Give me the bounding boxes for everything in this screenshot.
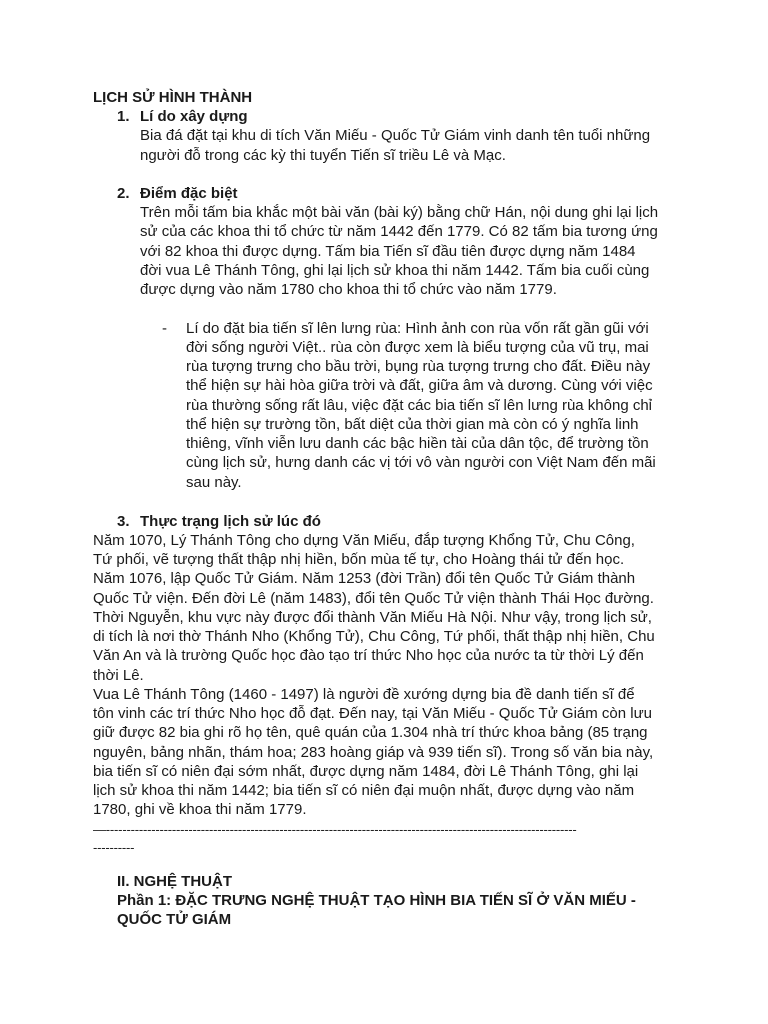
- bullet-text-line: thể hiện sự trường tồn, bất diệt của thời gian mà còn có ý nghĩa linh: [186, 416, 639, 433]
- section-3-text-line: Tứ phối, vẽ tượng thất thập nhị hiền, bốn mùa tế tự, cho Hoàng thái tử đến học.: [93, 551, 625, 568]
- section-3-text-line: Năm 1076, lập Quốc Tử Giám. Năm 1253 (đời Trần) đổi tên Quốc Tử Giám thành: [93, 570, 636, 587]
- bullet-text-line: cùng lịch sử, hưng danh các vị tới vô vàn người con Việt Nam đến mãi: [186, 454, 656, 471]
- document-heading: LỊCH SỬ HÌNH THÀNH: [93, 89, 253, 106]
- section-3-text-line: Vua Lê Thánh Tông (1460 - 1497) là người đề xướng dựng bia đề danh tiến sĩ để: [93, 686, 635, 703]
- bullet-text-line: Lí do đặt bia tiến sĩ lên lưng rùa: Hình ảnh con rùa vốn rất gần gũi với: [186, 320, 649, 337]
- section-1-text-line: Bia đá đặt tại khu di tích Văn Miếu - Quốc Tử Giám vinh danh tên tuổi những: [140, 127, 651, 144]
- bullet-text-line: sau này.: [186, 474, 242, 491]
- section-3-text-line: lịch sử khoa thi năm 1442; bia tiến sĩ có niên đại muộn nhất, được dựng vào năm: [93, 782, 635, 799]
- section-3-text-line: giữ được 82 bia ghi rõ họ tên, quê quán của 1.304 nhà trí thức khoa bảng (85 trạng: [93, 724, 648, 741]
- section-3-number: 3.: [117, 513, 130, 530]
- part-2-heading: II. NGHỆ THUẬT: [117, 873, 232, 890]
- bullet-text-line: thiêng, vĩnh viễn lưu danh các bậc hiền tài của dân tộc, để trường tồn: [186, 435, 649, 452]
- section-2-text-line: với 82 khoa thi được dựng. Tấm bia Tiến sĩ đầu tiên được dựng năm 1484: [140, 243, 636, 260]
- part-2-subheading: QUỐC TỬ GIÁM: [117, 911, 232, 928]
- section-3-text-line: thời Lê.: [93, 667, 144, 684]
- bullet-text-line: thể hiện sự hài hòa giữa trời và đất, giữa âm và dương. Cùng với việc: [186, 377, 653, 394]
- section-3-text-line: tôn vinh các trí thức Nho học đỗ đạt. Đến nay, tại Văn Miếu - Quốc Tử Giám còn lưu: [93, 705, 652, 722]
- section-1-title: Lí do xây dựng: [140, 108, 248, 125]
- section-3-text-line: Quốc Tử viện. Đến đời Lê (năm 1483), đổi tên Quốc Tử viện thành Thái Học đường.: [93, 590, 654, 607]
- section-2-text-line: được dựng vào năm 1780 cho khoa thi tổ chức vào năm 1779.: [140, 281, 557, 298]
- section-3-text-line: nguyên, bảng nhãn, thám hoa; 283 hoàng giáp và 939 tiến sĩ). Trong số văn bia này,: [93, 744, 654, 761]
- divider-line: ----------: [93, 840, 135, 855]
- bullet-marker: -: [162, 320, 167, 337]
- section-3-text-line: di tích là nơi thờ Thánh Nho (Khổng Tử), Chu Công, Tứ phối, thất thập nhị hiền, Chu: [93, 628, 655, 645]
- section-3-text-line: bia tiến sĩ có niên đại sớm nhất, được dựng năm 1484, đời Lê Thánh Tông, ghi lại: [93, 763, 639, 780]
- section-3-text-line: Văn An và là trường Quốc học đào tạo trí thức Nho học của nước ta từ thời Lý đến: [93, 647, 644, 664]
- section-3-text-line: Năm 1070, Lý Thánh Tông cho dựng Văn Miếu, đắp tượng Khổng Tử, Chu Công,: [93, 532, 635, 549]
- section-2-text-line: Trên mỗi tấm bia khắc một bài văn (bài ký) bằng chữ Hán, nội dung ghi lại lịch: [140, 204, 659, 221]
- section-1-number: 1.: [117, 108, 130, 125]
- bullet-text-line: đời sống người Việt.. rùa còn được xem là biểu tượng của vũ trụ, mai: [186, 339, 649, 356]
- section-3-title: Thực trạng lịch sử lúc đó: [140, 513, 321, 530]
- section-3-text-line: Thời Nguyễn, khu vực này được đổi thành Văn Miếu Hà Nội. Như vậy, trong lịch sử,: [93, 609, 652, 626]
- section-2-text-line: sử của các khoa thi tổ chức từ năm 1442 đến 1779. Có 82 tấm bia tương ứng: [140, 223, 658, 240]
- divider-line: —------------------------------------------------------------------------------------------------------------------: [93, 822, 577, 837]
- bullet-text-line: rùa tượng trưng cho bầu trời, bụng rùa tượng trưng cho đất. Điều này: [186, 358, 651, 375]
- section-1-text-line: người đỗ trong các kỳ thi tuyển Tiến sĩ triều Lê và Mạc.: [140, 147, 506, 164]
- section-3-text-line: 1780, ghi về khoa thi năm 1779.: [93, 801, 307, 818]
- section-2-number: 2.: [117, 185, 130, 202]
- part-2-subheading: Phần 1: ĐẶC TRƯNG NGHỆ THUẬT TẠO HÌNH BIA TIẾN SĨ Ở VĂN MIẾU -: [117, 892, 636, 909]
- section-2-text-line: đời vua Lê Thánh Tông, ghi lại lịch sử khoa thi năm 1442. Tấm bia cuối cùng: [140, 262, 650, 279]
- section-2-title: Điểm đặc biệt: [140, 185, 238, 202]
- bullet-text-line: rùa thường sống rất lâu, việc đặt các bia tiến sĩ lên lưng rùa không chỉ: [186, 397, 653, 414]
